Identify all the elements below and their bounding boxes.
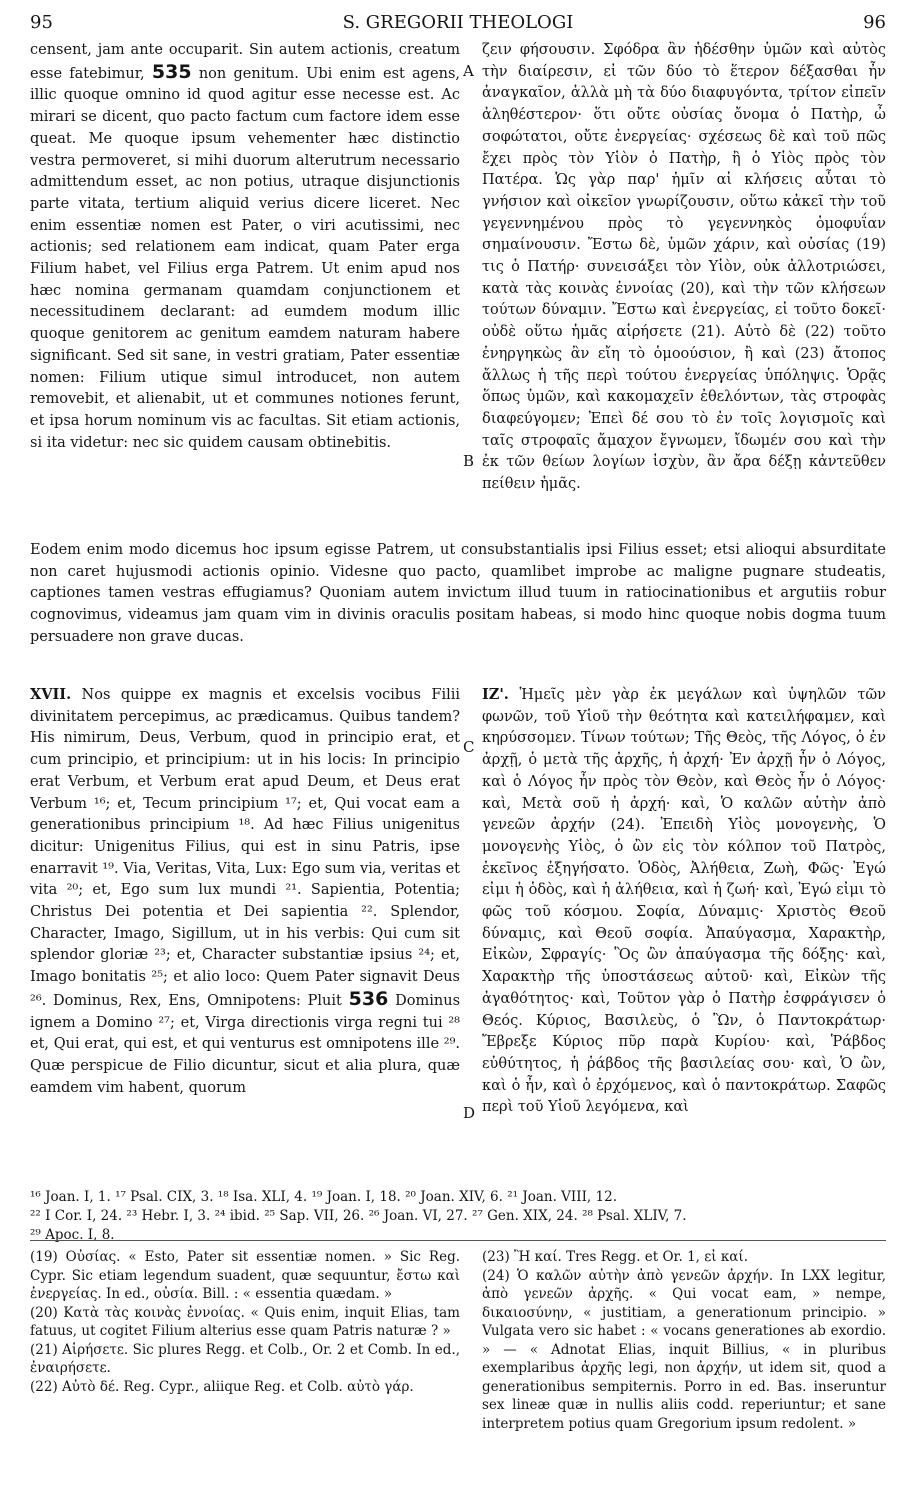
page-number-right: 96 [863, 12, 886, 33]
footnote-19: (19) Οὐσίας. « Esto, Pater sit essentiæ nomen. » Sic Reg. Cypr. Sic etiam legendum suadent, quæ sequuntur, ἔστω καὶ ἐνεργείας. In ed., οὐσία. Bill. : « essentia quædam. » [30, 1249, 460, 1302]
footnote-23: (23) Ἢ καί. Tres Regg. et Or. 1, εἰ καί. [482, 1249, 748, 1265]
footnote-24: (24) Ὁ καλῶν αὐτὴν ἀπὸ γενεῶν ἀρχήν. In LXX legitur, ἀπὸ γενεῶν ἀρχῆς. « Qui vocat eam, » nempe, δικαιοσύνην, « justitiam, a generationum principio. » Vulgata vero sic habet : « vocans generationes ab exordio. » — « Adnotat Elias, inquit Billius, « in pluribus exemplaribus ἀρχῆς legi, non ἀρχήν, ut idem sit, quod a generationibus sempiternis. Porro in ed. Bas. inseruntur sex lineæ quæ in nullis aliis codd. reperiuntur; et sane interpretem potius quam Gregorium ipsum redolent. » [482, 1267, 886, 1432]
latin-text-bottom-a: Nos quippe ex magnis et excelsis vocibus Filii divinitatem percepimus, ac prædicamus. Quibus tandem? His nimirum, Deus, Verbum, quod in principio erat, et cum principio, et principium: ut in his locis: In principio erat Verbum, et Verbum erat apud Deum, et Deus erat Verbum ¹⁶; et, Tecum principium ¹⁷; et, Qui vocat eam a generationibus principium ¹⁸. Ad hæc Filius unigenitus dicitur: Unigenitus Filius, qui est in sinu Patris, ipse enarravit ¹⁹. Via, Veritas, Vita, Lux: Ego sum via, veritas et vita ²⁰; et, Ego sum lux mundi ²¹. Sapientia, Potentia; Christus Dei potentia et Dei sapientia ²². Splendor, Character, Imago, Sigillum, ut in his verbis: Qui cum sit splendor gloriæ ²³; et, Character substantiæ ipsius ²⁴; et, Imago bonitatis ²⁵; et alio loco: Quem Pater signavit Deus ²⁶. Dominus, Rex, Ens, Omnipotens: Pluit [30, 687, 460, 1009]
latin-full-width-paragraph [30, 540, 886, 649]
column-number-536: 536 [348, 987, 389, 1010]
section-heading-greek: ΙΖ'. [482, 686, 509, 703]
margin-letter-d: D [463, 1104, 476, 1122]
margin-letter-a: A [463, 62, 474, 80]
footnote-21: (21) Αἱρήσετε. Sic plures Regg. et Colb., Or. 2 et Comb. In ed., ἐναιρήσετε. [30, 1341, 460, 1376]
footnote-divider [30, 1240, 886, 1241]
greek-column-bottom [482, 684, 886, 1119]
footnotes-left [30, 1248, 460, 1396]
margin-letter-b: B [463, 452, 475, 470]
latin-text-top-b: non genitum. Ubi enim est agens, illic quoque omnino id quod agitur esse necesse est. Ac mirari se dicent, quo pacto factum cum factore idem esse queat. Me quoque ipsum vehementer hæc distinctio vestra permoveret, si mihi duorum alterutrum necessario admittendum esset, ac non potius, utraque disjunctionis parte vitata, tertium aliquid verius dicere liceret. Nec enim essentiæ nomen est Pater, o viri acutissimi, nec actionis; sed relationem eam indicat, quam Pater erga Filium habet, vel Filius erga Patrem. Ut enim apud nos hæc nomina germanam quamdam conjunctionem et necessitudinem declarant: ad eumdem modum illic quoque genitorem ac genitum eamdem naturam habere significant. Sed sit sane, in vestri gratiam, Pater essentiæ nomen: Filium utique simul introducet, non autem removebit, et alienabit, ut et communes notiones ferunt, et ipsa horum nominum vis ac facultas. Sit etiam actionis, si ita videtur: nec sic quidem causam obtinebitis. [30, 65, 461, 451]
running-title: S. GREGORII THEOLOGI [342, 12, 574, 33]
latin-text-top-a: censent, jam ante occuparit. Sin autem actionis, creatum esse fatebimur, [30, 42, 460, 82]
margin-letter-c: C [463, 738, 475, 756]
references-line: ²⁹ Apoc. I, 8. [30, 1227, 115, 1243]
latin-text-bottom-b: Dominus ignem a Domino ²⁷; et, Virga directionis virga regni tui ²⁸ et, Qui erat, qui est, et qui venturus est omnipotens ille ²⁹. Quæ perspicue de Filio dicuntur, sicut et alia plura, quæ eamdem vim habent, quorum [30, 992, 461, 1096]
column-number-535: 535 [151, 60, 192, 83]
latin-text-full: Eodem enim modo dicemus hoc ipsum egisse Patrem, ut consubstantialis ipsi Filius esset; etsi alioqui absurditate non caret hujusmodi actionis opinio. Videsne quo pacto, quamlibet improbe ac maligne pugnare studeatis, captiones tamen vestras effugiamus? Quoniam autem invictum illud tuum in ratiocinationibus et argutiis robur cognovimus, videamus jam quam vim in divinis oraculis positam habeas, si modo hinc quoque nobis dogma tuum persuadere non grave ducas. [30, 542, 886, 645]
references-line: ¹⁶ Joan. I, 1. ¹⁷ Psal. CIX, 3. ¹⁸ Isa. XLI, 4. ¹⁹ Joan. I, 18. ²⁰ Joan. XIV, 6. ²¹ Joan. VIII, 12. [30, 1189, 617, 1205]
section-heading-latin: XVII. [30, 686, 72, 703]
latin-column-top [30, 40, 460, 454]
page-number-left: 95 [30, 12, 53, 33]
footnote-22: (22) Αὐτὸ δέ. Reg. Cypr., aliique Reg. et Colb. αὐτὸ γάρ. [30, 1378, 414, 1395]
greek-column-top [482, 40, 886, 496]
footnote-20: (20) Κατὰ τὰς κοινὰς ἐννοίας. « Quis enim, inquit Elias, tam fatuus, ut cogitet Filium alterius esse quam Patris naturæ ? » [30, 1304, 460, 1339]
greek-text-bottom: Ἡμεῖς μὲν γὰρ ἐκ μεγάλων καὶ ὑψηλῶν τῶν φωνῶν, τοῦ Υἱοῦ τὴν θεότητα καὶ κατειλήφαμεν, καὶ κηρύσσομεν. Τίνων τούτων; Τῆς Θεὸς, τῆς Λόγος, ὁ ἐν ἀρχῇ, ὁ μετὰ τῆς ἀρχῆς, ἡ ἀρχή· Ἐν ἀρχῇ ἦν ὁ Λόγος, καὶ ὁ Λόγος ἦν πρὸς τὸν Θεὸν, καὶ Θεὸς ἦν ὁ Λόγος· καὶ, Μετὰ σοῦ ἡ ἀρχή· καὶ, Ὁ καλῶν αὐτὴν ἀπὸ γενεῶν ἀρχήν (24). Ἐπειδὴ Υἱὸς μονογενὴς, Ὁ μονογενὴς Υἱὸς, ὁ ὢν εἰς τὸν κόλπον τοῦ Πατρὸς, ἐκεῖνος ἐξηγήσατο. Ὁδὸς, Ἀλήθεια, Ζωὴ, Φῶς· Ἐγώ εἰμι ἡ ὁδὸς, καὶ ἡ ἀλήθεια, καὶ ἡ ζωή· καὶ, Ἐγώ εἰμι τὸ φῶς τοῦ κόσμου. Σοφία, Δύναμις· Χριστὸς Θεοῦ δύναμις, καὶ Θεοῦ σοφία. Ἀπαύγασμα, Χαρακτὴρ, Εἰκὼν, Σφραγίς· Ὃς ὢν ἀπαύγασμα τῆς δόξης· καὶ, Χαρακτὴρ τῆς ὑποστάσεως αὐτοῦ· καὶ, Εἰκὼν τῆς ἀγαθότητος· καὶ, Τοῦτον γὰρ ὁ Πατὴρ ἐσφράγισεν ὁ Θεός. Κύριος, Βασιλεὺς, ὁ Ὢν, ὁ Παντοκράτωρ· Ἔβρεξε Κύριος πῦρ παρὰ Κυρίου· καὶ, Ῥάβδος εὐθύτητος, ἡ ῥάβδος τῆς βασιλείας σου· καὶ, Ὁ ὢν, καὶ ὁ ἦν, καὶ ὁ ἐρχόμενος, καὶ ὁ παντοκράτωρ. Σαφῶς περὶ τοῦ Υἱοῦ λεγόμενα, καὶ [482, 687, 886, 1116]
greek-text-top: ζειν φήσουσιν. Σφόδρα ἂν ἡδέσθην ὑμῶν καὶ αὐτὸς τὴν διαίρεσιν, εἰ τῶν δύο τὸ ἕτερον δέξασθαι ἦν ἀναγκαῖον, ἀλλὰ μὴ τὰ δύο διαφυγόντα, τρίτον εἰπεῖν ἀληθέστερον· ὅτι οὔτε οὐσίας ὄνομα ὁ Πατὴρ, ὦ σοφώτατοι, οὔτε ἐνεργείας· σχέσεως δὲ καὶ τοῦ πῶς ἔχει πρὸς τὸν Υἱὸν ὁ Πατὴρ, ἢ ὁ Υἱὸς πρὸς τὸν Πατέρα. Ὡς γὰρ παρ' ἡμῖν αἱ κλήσεις αὗται τὸ γνήσιον καὶ οἰκεῖον γνωρίζουσιν, οὕτω κἀκεῖ τὴν τοῦ γεγεννημένου πρὸς τὸ γεγεννηκὸς ὁμοφυΐαν σημαίνουσιν. Ἔστω δὲ, ὑμῶν χάριν, καὶ οὐσίας (19) τις ὁ Πατήρ· συνεισάξει τὸν Υἱὸν, οὐκ ἀλλοτριώσει, κατὰ τὰς κοινὰς ἐννοίας (20), καὶ τὴν τῶν κλήσεων τούτων δύναμιν. Ἔστω καὶ ἐνεργείας, εἰ τοῦτο δοκεῖ· οὐδὲ οὕτω ἡμᾶς αἱρήσετε (21). Αὐτὸ δὲ (22) τοῦτο ἐνηργηκὼς ἂν εἴη τὸ ὁμοούσιον, ἢ καὶ (23) ἄτοπος ἄλλως ἡ τῆς περὶ τούτου ἐνεργείας ὑπόληψις. Ὁρᾷς ὅπως ὑμῶν, καὶ κακομαχεῖν ἐθελόντων, τὰς στροφὰς διαφεύγομεν; Ἐπεὶ δέ σου τὸ ἐν τοῖς λογισμοῖς καὶ ταῖς στροφαῖς ἄμαχον ἔγνωμεν, ἴδωμέν σου καὶ τὴν ἐκ τῶν θείων λογίων ἰσχὺν, ἂν ἄρα δέξῃ κἀντεῦθεν πείθειν ἡμᾶς. [482, 42, 886, 493]
page-header [30, 12, 886, 36]
scripture-references [30, 1188, 886, 1245]
references-line: ²² I Cor. I, 24. ²³ Hebr. I, 3. ²⁴ ibid. ²⁵ Sap. VII, 26. ²⁶ Joan. VI, 27. ²⁷ Gen. XIX, 24. ²⁸ Psal. XLIV, 7. [30, 1208, 687, 1224]
footnotes-right [482, 1248, 886, 1433]
latin-column-bottom [30, 684, 460, 1099]
